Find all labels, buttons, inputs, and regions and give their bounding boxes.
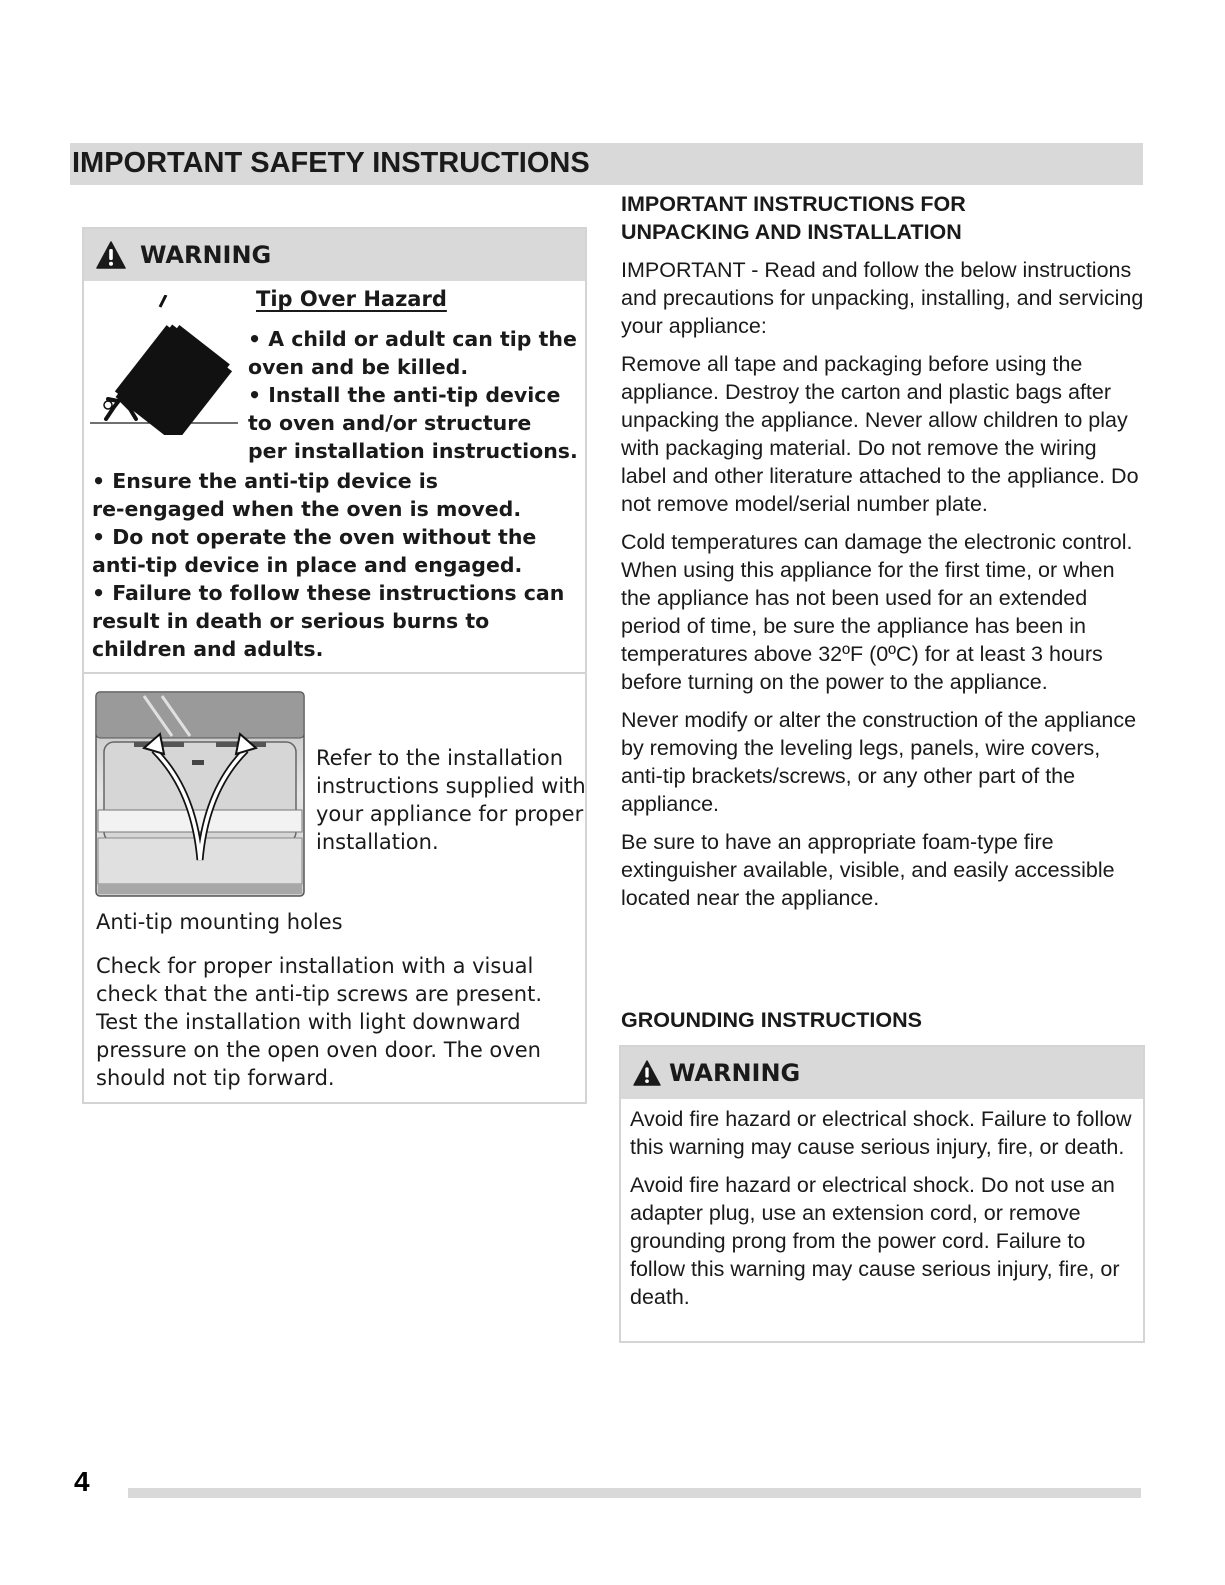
bullet-line: re-engaged when the oven is moved. (92, 497, 522, 521)
paragraph: Cold temperatures can damage the electronic control. When using this appliance for the first time, or when the appliance has not been used for an extended period of time, be sure the appliance has been in temperatures above 32ºF (0ºC) for at least 3 hours before turning on the power to the appliance. (621, 530, 1133, 694)
tip-over-warning-box (82, 227, 587, 674)
paragraph: Never modify or alter the construction of the appliance by removing the leveling legs, panels, wire covers, anti-tip brackets/screws, or any other part of the appliance. (621, 708, 1137, 816)
check-installation-text: Check for proper installation with a visual check that the anti-tip screws are present. Test the installation with light downward pressure on the open oven door. The oven should not tip forward. (96, 954, 543, 1090)
paragraph: Avoid fire hazard or electrical shock. Do not use an adapter plug, use an extension cord, or remove grounding prong from the power cord. Failure to follow this warning may cause serious injury, fire, or death. (630, 1173, 1120, 1309)
warning-header (84, 229, 585, 281)
tip-lower-bullets (92, 467, 582, 663)
section-header-bar (70, 143, 1143, 185)
refer-installation-text: Refer to the installation instructions supplied with your appliance for proper installation. (316, 746, 586, 854)
warning-header (621, 1047, 1143, 1099)
installation-box (82, 674, 587, 1104)
paragraph: IMPORTANT - Read and follow the below instructions and precautions for unpacking, installing, and servicing your appliance: (621, 258, 1144, 338)
bullet-line: • Failure to follow these instructions can (92, 581, 565, 605)
bullet-line: oven and be killed. (248, 355, 469, 379)
paragraph: Avoid fire hazard or electrical shock. Failure to follow this warning may cause serious injury, fire, or death. (630, 1107, 1132, 1159)
page-title: IMPORTANT SAFETY INSTRUCTIONS (72, 147, 590, 179)
oven-anti-tip-illustration (94, 690, 306, 900)
bullet-line: • Ensure the anti-tip device is (92, 469, 439, 493)
tipping-oven-illustration (90, 295, 240, 435)
bullet-line: • Install the anti-tip device (248, 383, 561, 407)
grounding-heading: GROUNDING INSTRUCTIONS (621, 1008, 922, 1032)
bullet-line: • Do not operate the oven without the (92, 525, 537, 549)
grounding-body (621, 1105, 1143, 1311)
warning-triangle-icon (96, 241, 126, 269)
warning-label: WARNING (669, 1059, 801, 1087)
paragraph: Remove all tape and packaging before using the appliance. Destroy the carton and plastic bags after unpacking the appliance. Never allow children to play with packaging material. Do not remove the wiring label and other literature attached to the appliance. Do not remove model/serial number plate. (621, 352, 1139, 516)
bullet-line: to oven and/or structure (248, 411, 532, 435)
bullet-line: children and adults. (92, 637, 324, 661)
page-number: 4 (74, 1466, 90, 1497)
anti-tip-caption: Anti-tip mounting holes (96, 910, 343, 934)
warning-label: WARNING (140, 241, 272, 269)
footer-bar (128, 1488, 1141, 1498)
bullet-line: per installation instructions. (248, 439, 578, 463)
unpacking-heading-line: IMPORTANT INSTRUCTIONS FOR (621, 192, 966, 216)
tip-over-hazard-title: Tip Over Hazard (256, 287, 447, 311)
paragraph: Be sure to have an appropriate foam-type fire extinguisher available, visible, and easily accessible located near the appliance. (621, 830, 1115, 910)
grounding-warning-box (619, 1045, 1145, 1343)
bullet-line: • A child or adult can tip the (248, 327, 577, 351)
warning-triangle-icon (633, 1060, 661, 1086)
tip-right-bullets (248, 325, 588, 465)
bullet-line: anti-tip device in place and engaged. (92, 553, 523, 577)
unpacking-heading-line: UNPACKING AND INSTALLATION (621, 220, 962, 244)
unpacking-section (621, 190, 1146, 922)
bullet-line: result in death or serious burns to (92, 609, 490, 633)
unpacking-heading (621, 190, 1146, 246)
